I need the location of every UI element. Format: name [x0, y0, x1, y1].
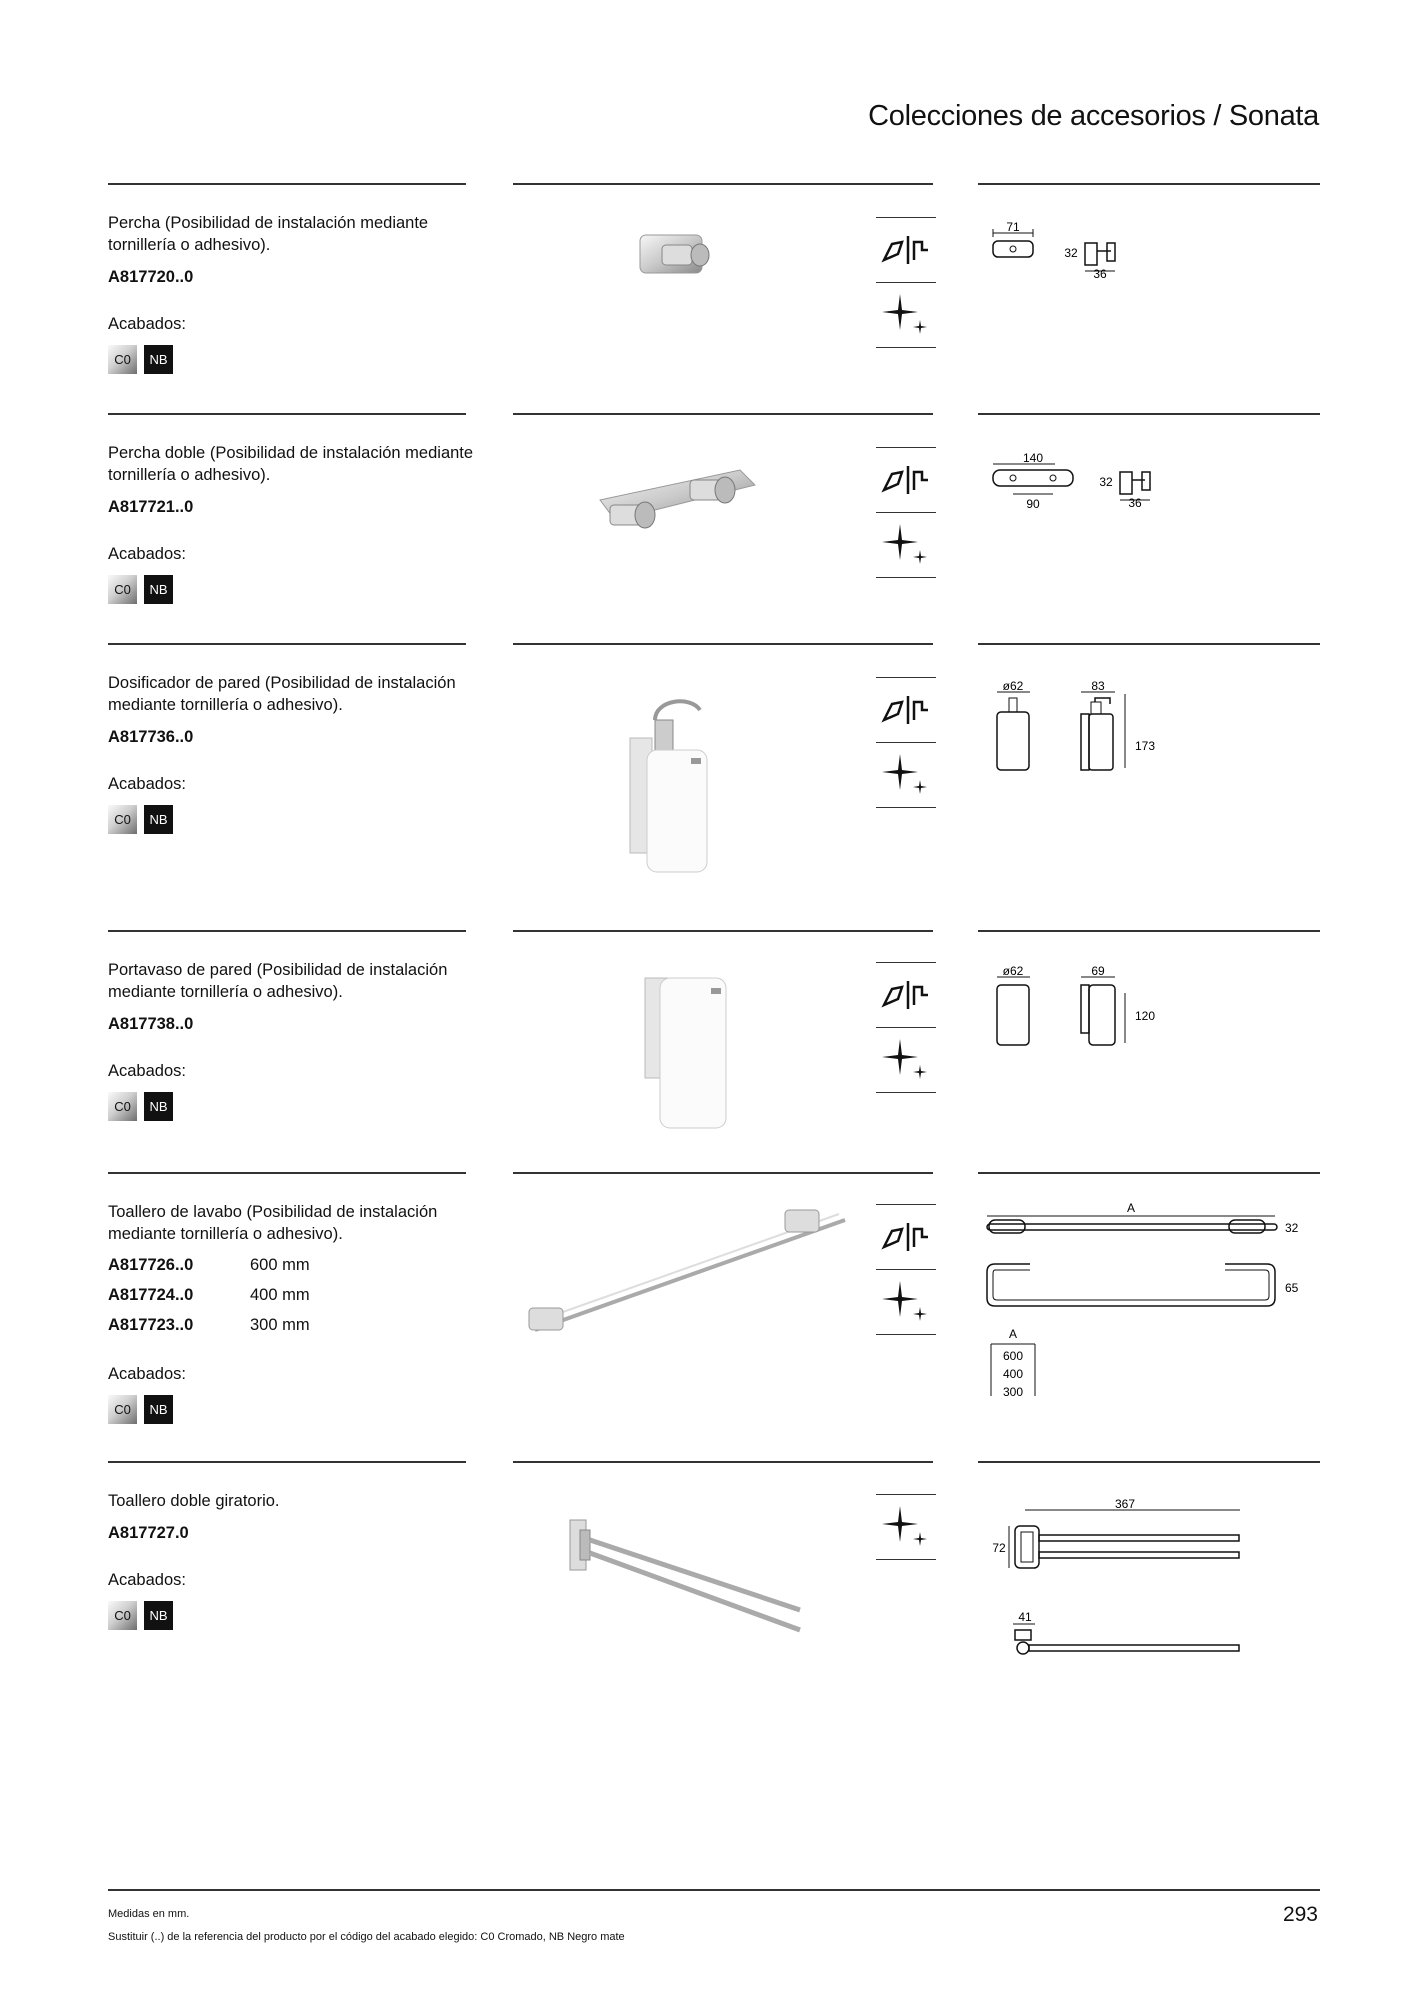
- technical-drawing: [985, 965, 1320, 1065]
- shine-icon: [876, 283, 936, 348]
- finish-swatch-chrome[interactable]: C0: [108, 575, 137, 604]
- feature-icons: [876, 1494, 936, 1560]
- product-description: Dosificador de pared (Posibilidad de instalación mediante tornillería o adhesivo).: [108, 674, 456, 714]
- table-value: 400: [1002, 1367, 1024, 1381]
- dim-label: 173: [1135, 739, 1156, 753]
- table-header: A: [1008, 1327, 1018, 1341]
- product-photo: [515, 1200, 850, 1350]
- dim-label: 36: [1093, 267, 1107, 281]
- feature-icons: [876, 217, 936, 348]
- dim-label: 367: [1114, 1498, 1136, 1511]
- product-code: A817727.0: [108, 1524, 189, 1542]
- dim-label: 32: [1099, 475, 1113, 489]
- divider: [108, 183, 466, 185]
- shine-icon: [876, 1494, 936, 1560]
- product-photo: [515, 205, 850, 300]
- finish-swatch-chrome[interactable]: C0: [108, 1395, 137, 1424]
- divider: [978, 1172, 1320, 1174]
- shine-icon: [876, 513, 936, 578]
- footer-note-units: Medidas en mm.: [108, 1908, 190, 1920]
- product-code: A817738..0: [108, 1015, 194, 1033]
- page-number: 293: [1282, 1903, 1318, 1926]
- divider: [108, 1172, 466, 1174]
- product-code: A817720..0: [108, 268, 194, 286]
- code-row: [108, 1280, 310, 1310]
- dim-label: 90: [1026, 497, 1040, 511]
- footer-note-finish: Sustituir (..) de la referencia del producto por el código del acabado elegido: C0 Cromado, NB Negro mate: [108, 1931, 625, 1943]
- code-row: [108, 1250, 310, 1280]
- feature-icons: [876, 1204, 936, 1335]
- finishes-label: Acabados:: [108, 315, 186, 333]
- product-size: 600 mm: [250, 1255, 310, 1274]
- feature-icons: [876, 962, 936, 1093]
- dim-label: 69: [1091, 965, 1105, 978]
- finish-swatches: [108, 1092, 173, 1121]
- installation-icon: [876, 677, 936, 743]
- finishes-label: Acabados:: [108, 1365, 186, 1383]
- dim-label: 83: [1091, 680, 1105, 693]
- product-photo: [515, 960, 850, 1135]
- installation-icon: [876, 962, 936, 1028]
- product-size: 300 mm: [250, 1315, 310, 1334]
- divider: [513, 413, 933, 415]
- finish-swatch-black[interactable]: NB: [144, 575, 173, 604]
- footer-divider: [108, 1889, 1320, 1891]
- dim-label: 32: [1064, 246, 1078, 260]
- finish-swatches: [108, 805, 173, 834]
- finish-swatch-black[interactable]: NB: [144, 345, 173, 374]
- finish-swatches: [108, 1601, 173, 1630]
- product-code: A817723..0: [108, 1315, 194, 1334]
- product-description: Percha (Posibilidad de instalación mediante tornillería o adhesivo).: [108, 214, 429, 254]
- divider: [978, 643, 1320, 645]
- finishes-label: Acabados:: [108, 775, 186, 793]
- installation-icon: [876, 447, 936, 513]
- finishes-label: Acabados:: [108, 1062, 186, 1080]
- finish-swatch-black[interactable]: NB: [144, 1601, 173, 1630]
- product-description: Portavaso de pared (Posibilidad de instalación mediante tornillería o adhesivo).: [108, 961, 448, 1001]
- dim-label: 36: [1128, 496, 1142, 510]
- table-value: 600: [1002, 1349, 1024, 1363]
- finish-swatch-chrome[interactable]: C0: [108, 1092, 137, 1121]
- finishes-label: Acabados:: [108, 545, 186, 563]
- product-code: A817736..0: [108, 728, 194, 746]
- divider: [978, 1461, 1320, 1463]
- divider: [513, 183, 933, 185]
- finish-swatch-black[interactable]: NB: [144, 1395, 173, 1424]
- divider: [513, 930, 933, 932]
- finish-swatch-chrome[interactable]: C0: [108, 345, 137, 374]
- shine-icon: [876, 1028, 936, 1093]
- shine-icon: [876, 1270, 936, 1335]
- page-title: Colecciones de accesorios / Sonata: [868, 100, 1319, 132]
- finish-swatch-black[interactable]: NB: [144, 805, 173, 834]
- technical-drawing: [985, 1498, 1320, 1678]
- dim-label: A: [1126, 1201, 1136, 1215]
- product-code: A817726..0: [108, 1255, 194, 1274]
- finish-swatch-chrome[interactable]: C0: [108, 805, 137, 834]
- dim-label: ø62: [1002, 680, 1024, 693]
- product-photo: [515, 1495, 850, 1645]
- divider: [108, 643, 466, 645]
- product-size: 400 mm: [250, 1285, 310, 1304]
- feature-icons: [876, 677, 936, 808]
- technical-drawing: [985, 680, 1320, 800]
- divider: [108, 1461, 466, 1463]
- shine-icon: [876, 743, 936, 808]
- divider: [513, 1172, 933, 1174]
- installation-icon: [876, 1204, 936, 1270]
- code-row: [108, 1310, 310, 1340]
- divider: [108, 413, 466, 415]
- product-description: Toallero de lavabo (Posibilidad de instalación mediante tornillería o adhesivo).: [108, 1203, 438, 1243]
- divider: [978, 413, 1320, 415]
- dim-label: ø62: [1002, 965, 1024, 978]
- product-code: A817724..0: [108, 1285, 194, 1304]
- finish-swatches: [108, 575, 173, 604]
- dim-label: 41: [1018, 1610, 1032, 1624]
- dim-label: 140: [1022, 451, 1044, 465]
- divider: [108, 930, 466, 932]
- feature-icons: [876, 447, 936, 578]
- finishes-label: Acabados:: [108, 1571, 186, 1589]
- dim-label: 71: [1006, 220, 1020, 234]
- product-code: A817721..0: [108, 498, 194, 516]
- divider: [978, 930, 1320, 932]
- dim-label: 65: [1285, 1281, 1299, 1295]
- finish-swatches: [108, 1395, 173, 1424]
- technical-drawing: [985, 450, 1320, 530]
- product-description: Toallero doble giratorio.: [108, 1492, 280, 1510]
- divider: [978, 183, 1320, 185]
- dim-label: 32: [1285, 1221, 1299, 1235]
- product-description: Percha doble (Posibilidad de instalación mediante tornillería o adhesivo).: [108, 444, 474, 484]
- technical-drawing: [985, 215, 1320, 305]
- dim-label: 72: [992, 1541, 1006, 1555]
- finish-swatch-chrome[interactable]: C0: [108, 1601, 137, 1630]
- installation-icon: [876, 217, 936, 283]
- product-photo: [515, 445, 850, 555]
- divider: [513, 1461, 933, 1463]
- finish-swatch-black[interactable]: NB: [144, 1092, 173, 1121]
- finish-swatches: [108, 345, 173, 374]
- product-codes: [108, 1250, 310, 1340]
- table-value: 300: [1002, 1385, 1024, 1399]
- divider: [513, 643, 933, 645]
- product-photo: [515, 680, 850, 890]
- technical-drawing: [985, 1198, 1320, 1408]
- dim-label: 120: [1135, 1009, 1156, 1023]
